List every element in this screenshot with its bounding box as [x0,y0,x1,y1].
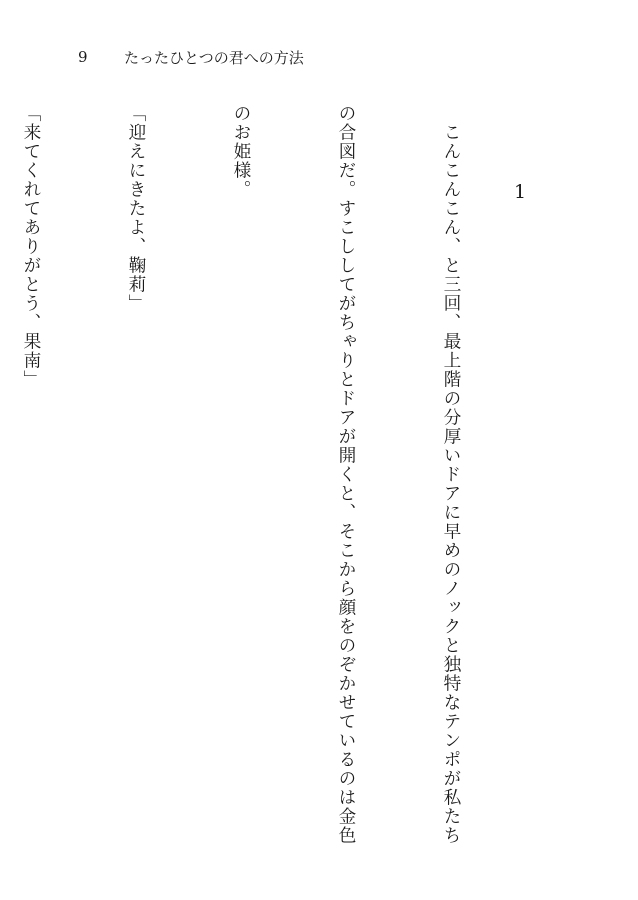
text-line: 「来てくれてありがとう、果南」 [21,104,41,389]
page-number: 9 [78,48,88,66]
text-line: こんこんこん、と三回、最上階の分厚いドアに早めのノックと独特なテンポが私たち [441,104,461,845]
text-line: の合図だ。すこししてがちゃりとドアが開くと、そこから顔をのぞかせているのは金色 [336,104,356,845]
running-title: たったひとつの君への方法 [124,48,304,67]
text-line: のお姫様。 [231,104,251,199]
page-header [78,46,304,68]
text-line: 「迎えにきたよ、鞠莉」 [126,104,146,313]
chapter-number: 1 [514,181,527,203]
body-text [0,104,538,849]
